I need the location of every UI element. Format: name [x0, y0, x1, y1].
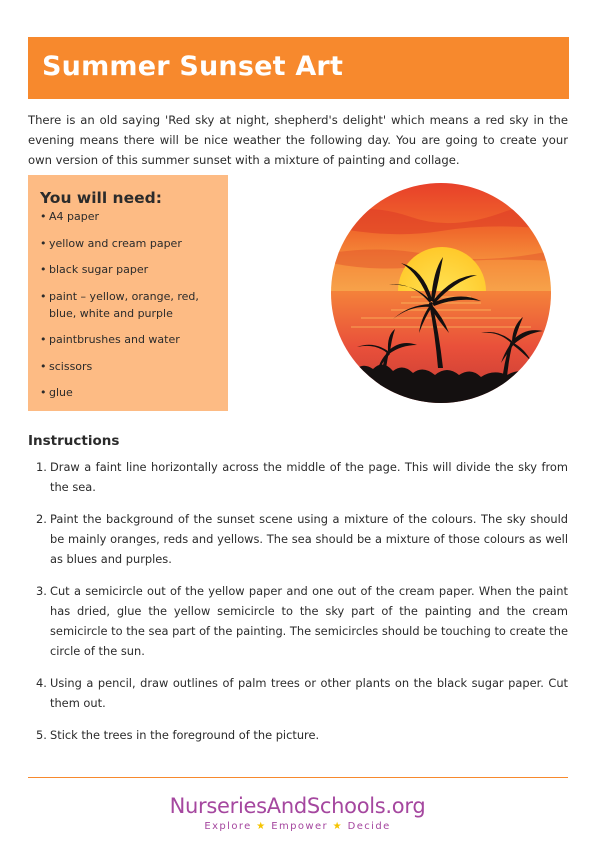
step-number: 1. [36, 460, 47, 474]
title-banner [28, 37, 569, 99]
sunset-illustration [331, 183, 551, 403]
tagline-word: Decide [347, 821, 391, 832]
materials-item: • glue [40, 384, 220, 401]
step-text: Draw a faint line horizontally across the middle of the page. This will divide the sky from the sea. [50, 460, 568, 494]
instructions-title: Instructions [28, 433, 120, 449]
brand-name: NurseriesAndSchools.org [169, 794, 426, 818]
footer-divider [28, 777, 568, 778]
materials-title: You will need: [40, 189, 162, 207]
materials-item: • A4 paper [40, 208, 220, 225]
materials-item: • yellow and cream paper [40, 235, 220, 252]
materials-item: • scissors [40, 358, 220, 375]
instruction-step [28, 725, 568, 745]
step-text: Cut a semicircle out of the yellow paper and one out of the cream paper. When the paint has dried, glue the yellow semicircle to the sky part of the painting and the cream semicircle to the sea part of the painting. The semicircles should be touching to create the circle of the sun. [50, 584, 568, 658]
tagline-word: Empower [271, 821, 329, 832]
instruction-step [28, 457, 568, 497]
materials-box [28, 175, 228, 411]
materials-item: • paint – yellow, orange, red, blue, white and purple [40, 288, 220, 322]
materials-item: • black sugar paper [40, 261, 220, 278]
materials-list [40, 208, 220, 411]
brand-tagline [0, 820, 595, 834]
brand-logo [0, 793, 595, 834]
instruction-step [28, 509, 568, 569]
intro-paragraph: There is an old saying 'Red sky at night, shepherd's delight' which means a red sky in the evening means there will be nice weather the following day. You are going to create your own version of this summer sunset with a mixture of painting and collage. [28, 113, 568, 167]
instructions-list [28, 457, 568, 757]
star-icon: ★ [256, 821, 267, 832]
step-number: 5. [36, 728, 47, 742]
step-text: Stick the trees in the foreground of the picture. [50, 728, 320, 742]
star-icon: ★ [332, 821, 343, 832]
step-number: 3. [36, 584, 47, 598]
tagline-word: Explore [204, 821, 252, 832]
instruction-step [28, 581, 568, 661]
step-number: 4. [36, 676, 47, 690]
step-text: Using a pencil, draw outlines of palm trees or other plants on the black sugar paper. Cut them out. [50, 676, 568, 710]
materials-item: • paintbrushes and water [40, 331, 220, 348]
step-text: Paint the background of the sunset scene using a mixture of the colours. The sky should be mainly oranges, reds and yellows. The sea should be a mixture of those colours as well as blues and purples. [50, 512, 568, 566]
page-title: Summer Sunset Art [42, 51, 344, 82]
instruction-step [28, 673, 568, 713]
step-number: 2. [36, 512, 47, 526]
